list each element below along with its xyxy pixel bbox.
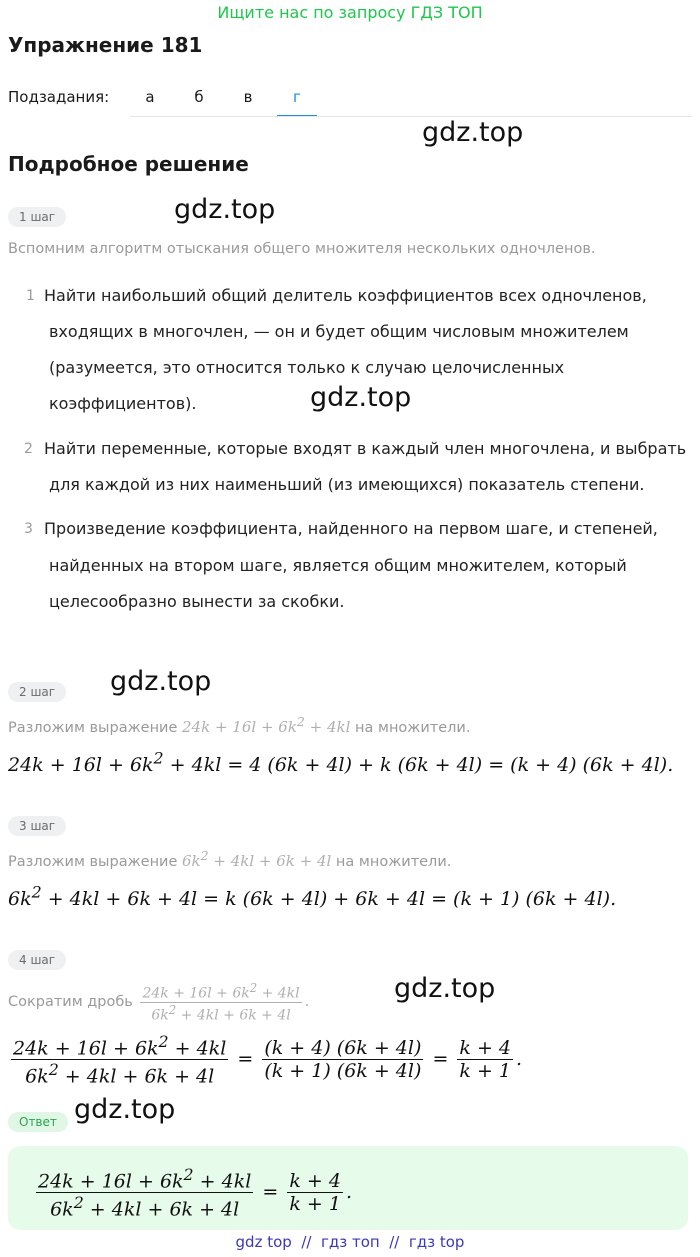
tab-g[interactable]: г <box>277 88 317 106</box>
watermark: gdz.top <box>110 666 212 697</box>
step-badge-3: 3 шаг <box>8 816 66 836</box>
promo-banner: Ищите нас по запросу ГДЗ ТОП <box>217 3 483 22</box>
watermark: gdz.top <box>422 117 524 148</box>
list-item-line: Найти наибольший общий делитель коэффициентов всех одночленов, <box>44 286 647 305</box>
list-item-line: входящих в многочлен, — он и будет общим числовым множителем <box>49 322 629 341</box>
subtasks-label: Подзадания: <box>8 88 110 106</box>
step-4-equation: $\frac{24k + 16l + 6k^2 + 4kl}{6k^2 + 4kl + 6k + 4l}$ = $\frac{(k + 4) (6k + 4l)}{(k + 1) (6k + 4l)}$ = $\frac{k + 4}{k + 1}$ . <box>13 1032 523 1088</box>
tab-a[interactable]: а <box>145 88 155 106</box>
tab-v[interactable]: в <box>243 88 253 106</box>
watermark: gdz.top <box>74 1094 176 1125</box>
watermark: gdz.top <box>174 194 276 225</box>
step-3-equation: $6k^2 + 4kl + 6k + 4l = k$ (6k + 4l) + 6k + 4l = (k + 1) (6k + 4l). <box>8 883 617 911</box>
answer-badge: Ответ <box>8 1112 68 1132</box>
step-3-text: Разложим выражение $6k^2 + 4kl + 6k + 4l$ на множители. <box>8 848 452 870</box>
list-item-line: Произведение коэффициента, найденного на первом шаге, и степеней, <box>44 519 658 538</box>
tabs-divider <box>130 116 692 117</box>
step-2-text: Разложим выражение $24k + 16l + 6k^2 + 4kl$ на множители. <box>8 714 471 736</box>
list-item-number: 3 <box>24 521 33 537</box>
list-item-number: 2 <box>24 441 33 457</box>
list-item-line: найденных на втором шаге, является общим множителем, который <box>49 556 627 575</box>
list-item-line: для каждой из них наименьший (из имеющихся) показатель степени. <box>49 475 645 494</box>
step-badge-1: 1 шаг <box>8 207 66 227</box>
answer-equation: $\frac{24k + 16l + 6k^2 + 4kl}{6k^2 + 4kl + 6k + 4l}$ = $\frac{k + 4}{k + 1}$ . <box>38 1165 352 1221</box>
step-2-equation: $24k + 16l + 6k^2 + 4kl = 4$ (6k + 4l) + k (6k + 4l) = (k + 4) (6k + 4l). <box>8 749 674 777</box>
watermark: gdz.top <box>394 973 496 1004</box>
tab-b[interactable]: б <box>194 88 204 106</box>
list-item-line: коэффициентов). <box>49 394 197 413</box>
list-item-line: (разумеется, это относится только к случаю целочисленных <box>49 358 565 377</box>
step-1-text: Вспомним алгоритм отыскания общего множителя нескольких одночленов. <box>8 241 596 257</box>
step-badge-4: 4 шаг <box>8 950 66 970</box>
list-item-line: целесообразно вынести за скобки. <box>49 592 345 611</box>
section-title: Подробное решение <box>8 152 249 176</box>
step-4-text: Сократим дробь $\frac{24k + 16l + 6k^2 + 4kl}{6k^2 + 4kl + 6k + 4l}$ . <box>8 981 310 1024</box>
list-item-line: Найти переменные, которые входят в каждый член многочлена, и выбрать <box>44 439 687 458</box>
footer-links[interactable]: gdz top // гдз топ // гдз top <box>235 1233 465 1251</box>
watermark: gdz.top <box>310 382 412 413</box>
list-item-number: 1 <box>26 288 35 304</box>
subtasks-bar <box>8 88 692 118</box>
page-title: Упражнение 181 <box>8 33 203 57</box>
step-badge-2: 2 шаг <box>8 682 66 702</box>
